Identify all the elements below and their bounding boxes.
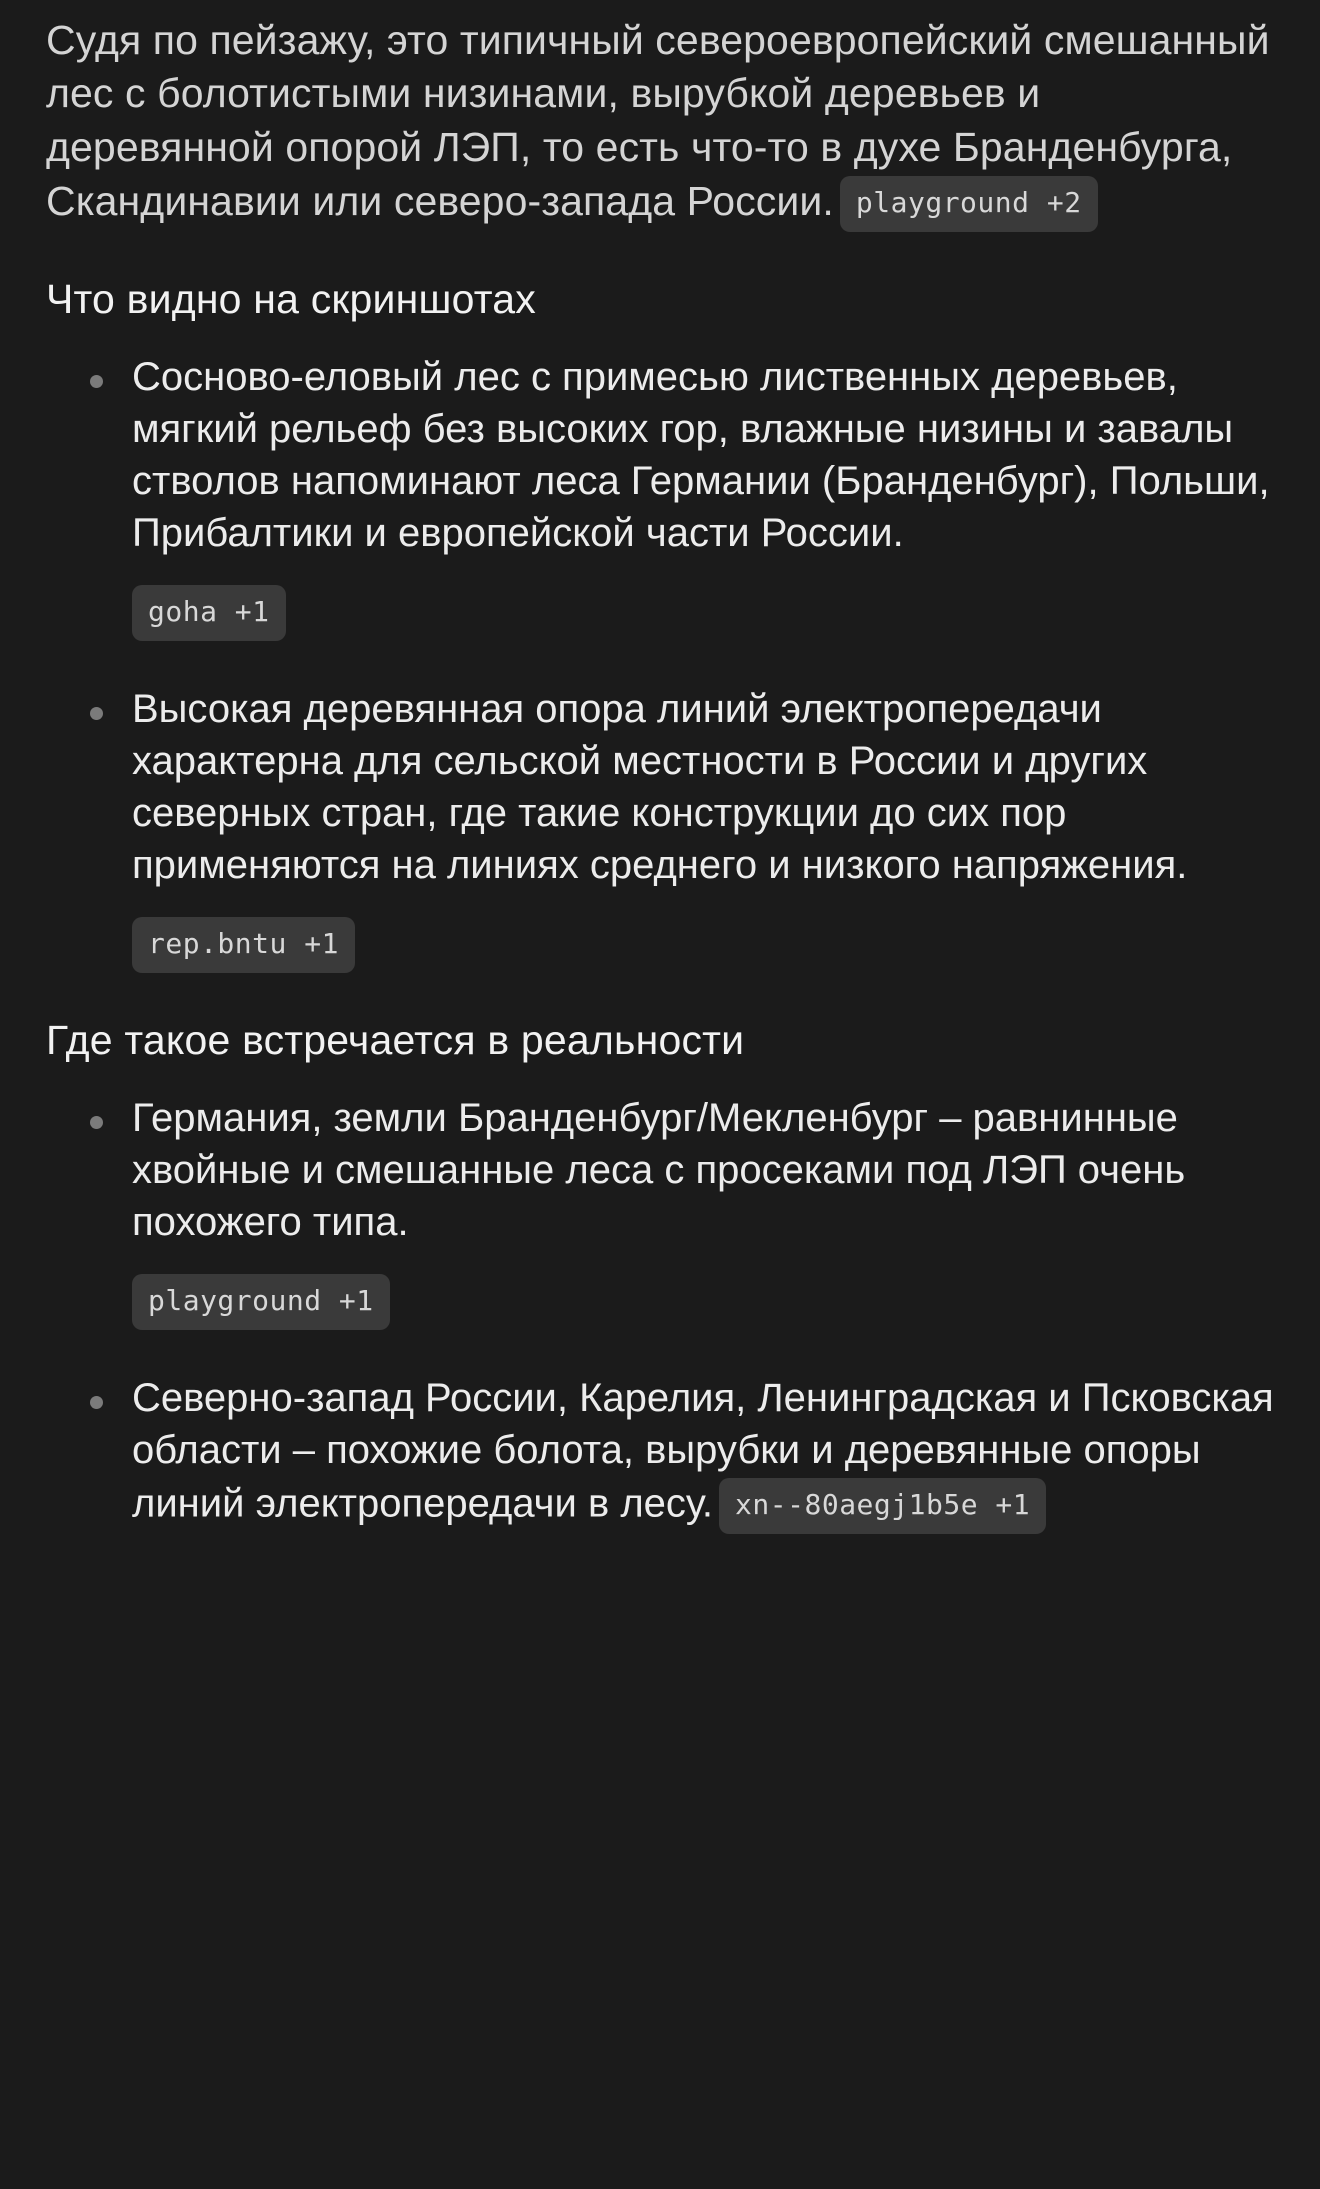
list-item-text: Германия, земли Бранденбург/Мекленбург – равнинные хвойные и смешанные леса с просеками под ЛЭП очень похожего типа. (132, 1096, 1186, 1245)
bullet-dot-icon (90, 1116, 103, 1129)
bullet-dot-icon (90, 375, 103, 388)
intro-paragraph (46, 14, 1274, 234)
citation-row (132, 571, 1274, 643)
citation-row (132, 1260, 1274, 1332)
citation-chip[interactable]: goha +1 (132, 585, 286, 641)
bullet-list-reality (46, 1092, 1274, 1536)
bullet-list-visible (46, 351, 1274, 975)
intro-text: Судя по пейзажу, это типичный североевропейский смешанный лес с болотистыми низинами, вырубкой деревьев и деревянной опорой ЛЭП, то есть что-то в духе Бранденбурга, Скандинавии или северо-запада России. (46, 17, 1270, 224)
list-item-text: Сосново-еловый лес с примесью лиственных деревьев, мягкий рельеф без высоких гор, влажные низины и завалы стволов напоминают леса Германии (Бранденбург), Польши, Прибалтики и европейской части России. (132, 355, 1270, 556)
list-item (46, 1372, 1274, 1536)
list-item (46, 1092, 1274, 1332)
bullet-dot-icon (90, 707, 103, 720)
list-item-paragraph: Северно-запад России, Карелия, Ленинградская и Псковская области – похожие болота, вырубки и деревянные опоры линий электропередачи в лесу. (132, 1376, 1274, 1526)
section-title-reality: Где такое встречается в реальности (46, 1017, 745, 1064)
bullet-dot-icon (90, 1396, 103, 1409)
list-item-text (132, 1372, 1274, 1536)
list-item (46, 683, 1274, 975)
citation-chip[interactable]: playground +2 (840, 176, 1098, 232)
citation-row (132, 903, 1274, 975)
list-item-text: Высокая деревянная опора линий электропередачи характерна для сельской местности в России и других северных стран, где такие конструкции до сих пор применяются на линиях среднего и низкого напряжения. (132, 687, 1188, 888)
list-item (46, 351, 1274, 643)
citation-chip[interactable]: playground +1 (132, 1274, 390, 1330)
citation-chip[interactable]: rep.bntu +1 (132, 917, 355, 973)
section-title-visible: Что видно на скриншотах (46, 275, 536, 322)
citation-chip[interactable]: xn--80aegj1b5e +1 (719, 1478, 1046, 1534)
